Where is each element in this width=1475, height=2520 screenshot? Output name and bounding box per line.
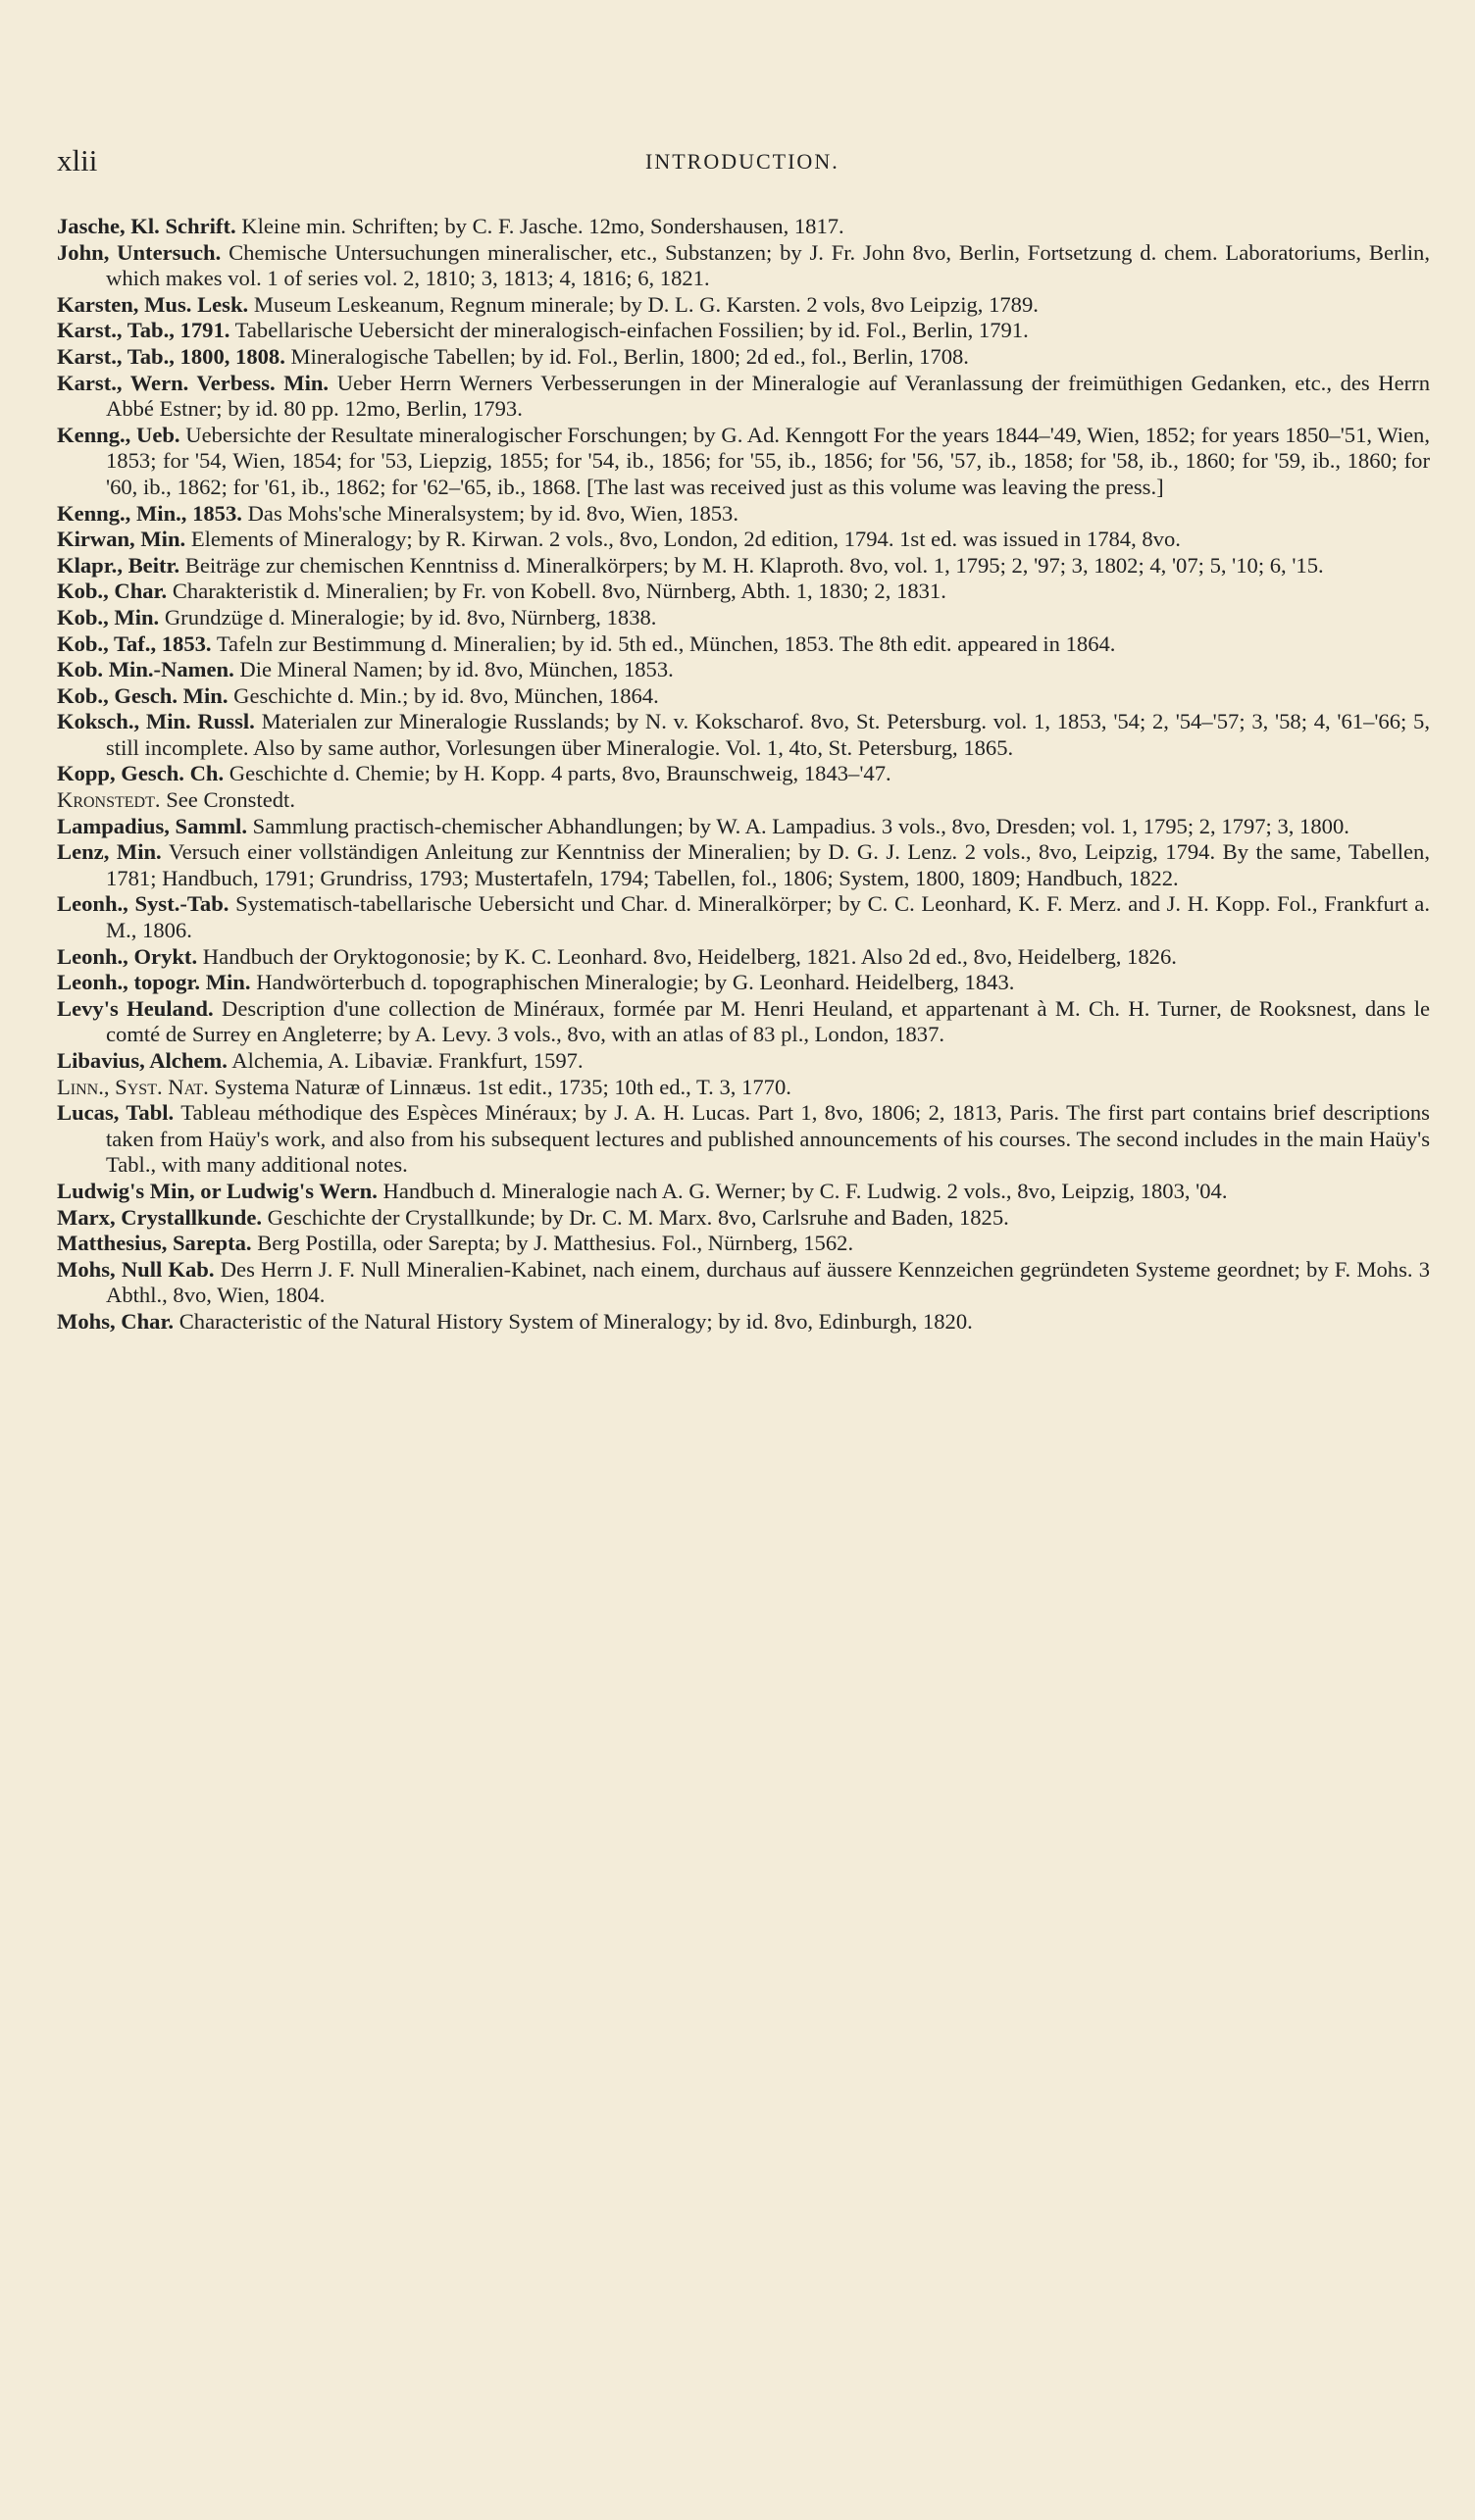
entry-abbreviation: Leonh., Orykt. xyxy=(57,943,198,969)
entry-description: Versuch einer vollständigen Anleitung zur Kenntniss der Mineralien; by D. G. J. Lenz. 2 vols., 8vo, Leipzig, 1794. By the same, Tabellen, 1781; Handbuch, 1791; Grundriss, 1793; Mustertafeln, 1794; Tabellen, fol., 1806; System, 1800, 1809; Handbuch, 1822. xyxy=(106,839,1430,890)
entry-description: Tableau méthodique des Espèces Minéraux; by J. A. H. Lucas. Part 1, 8vo, 1806; 2, 1813, Paris. The first part contains brief descriptions taken from Haüy's work, and also from his subsequent lectures and published announcements of his courses. The second includes in the main Haüy's Tabl., with many additional notes. xyxy=(106,1100,1430,1178)
bibliography-entry xyxy=(57,683,1430,710)
entry-description: Ueber Herrn Werners Verbesserungen in der Mineralogie auf Veranlassung der freimüthigen Gedanken, etc., des Herrn Abbé Estner; by id. 80 pp. 12mo, Berlin, 1793. xyxy=(106,370,1430,422)
running-head: INTRODUCTION. xyxy=(645,149,839,174)
entry-abbreviation: Kob., Min. xyxy=(57,604,160,630)
bibliography-entry xyxy=(57,1231,1430,1257)
entry-abbreviation: Kenng., Ueb. xyxy=(57,422,180,447)
entry-abbreviation: Levy's Heuland. xyxy=(57,995,214,1021)
entry-abbreviation: Kob., Taf., 1853. xyxy=(57,630,212,656)
entry-abbreviation: Marx, Crystallkunde. xyxy=(57,1204,262,1230)
entry-abbreviation: Kronstedt. xyxy=(57,787,161,813)
entry-abbreviation: Lenz, Min. xyxy=(57,839,162,865)
entry-abbreviation: Matthesius, Sarepta. xyxy=(57,1231,252,1256)
bibliography-entry xyxy=(57,423,1430,501)
bibliography-entry xyxy=(57,631,1430,658)
bibliography-entry xyxy=(57,657,1430,683)
entry-description: Berg Postilla, oder Sarepta; by J. Matthesius. Fol., Nürnberg, 1562. xyxy=(257,1231,854,1256)
entry-description: Materialen zur Mineralogie Russlands; by N. v. Kokscharof. 8vo, St. Petersburg. vol. 1, 1853, '54; 2, '54–'57; 3, '58; 4, '61–'66; 5, still incomplete. Also by same author, Vorlesungen über Mineralogie. Vol. 1, 4to, St. Petersburg, 1865. xyxy=(106,709,1430,760)
bibliography-entry xyxy=(57,944,1430,971)
entry-description: Chemische Untersuchungen mineralischer, etc., Substanzen; by J. Fr. John 8vo, Berlin, Fortsetzung d. chem. Laboratoriums, Berlin, which makes vol. 1 of series vol. 2, 1810; 3, 1813; 4, 1816; 6, 1821. xyxy=(106,239,1430,291)
entry-abbreviation: Koksch., Min. Russl. xyxy=(57,709,255,734)
bibliography-entry xyxy=(57,761,1430,787)
bibliography-entry xyxy=(57,1100,1430,1179)
entry-abbreviation: Klapr., Beitr. xyxy=(57,552,180,578)
entry-description: Mineralogische Tabellen; by id. Fol., Berlin, 1800; 2d ed., fol., Berlin, 1708. xyxy=(290,343,969,369)
entry-description: Des Herrn J. F. Null Mineralien-Kabinet, nach einem, durchaus auf äussere Kennzeichen gegründeten Systeme geordnet; by F. Mohs. 3 Abthl., 8vo, Wien, 1804. xyxy=(106,1256,1430,1308)
entry-description: Charakteristik d. Mineralien; by Fr. von Kobell. 8vo, Nürnberg, Abth. 1, 1830; 2, 1831. xyxy=(172,579,946,604)
entry-abbreviation: Kenng., Min., 1853. xyxy=(57,500,242,526)
bibliography-entry xyxy=(57,579,1430,605)
bibliography-entry xyxy=(57,970,1430,996)
entry-abbreviation: Libavius, Alchem. xyxy=(57,1048,228,1073)
entry-description: Das Mohs'sche Mineralsystem; by id. 8vo, Wien, 1853. xyxy=(247,500,738,526)
entry-description: Systema Naturæ of Linnæus. 1st edit., 1735; 10th ed., T. 3, 1770. xyxy=(214,1074,791,1099)
page-number: xlii xyxy=(57,143,98,177)
entry-description: Geschichte d. Chemie; by H. Kopp. 4 parts, 8vo, Braunschweig, 1843–'47. xyxy=(229,761,891,786)
entry-abbreviation: Kob., Char. xyxy=(57,579,168,604)
bibliography-entry xyxy=(57,839,1430,891)
entry-description: Uebersichte der Resultate mineralogischer Forschungen; by G. Ad. Kenngott For the years 1844–'49, Wien, 1852; for years 1850–'51, Wien, 1853; for '54, Wien, 1854; for '53, Liepzig, 1855; for '54, ib., 1856; for '55, ib., 1856; for '56, '57, ib., 1858; for '58, ib., 1860; for '59, ib., 1860; for '60, ib., 1862; for '61, ib., 1862; for '62–'65, ib., 1868. [The last was received just as this volume was leaving the press.] xyxy=(106,422,1430,499)
bibliography-entry xyxy=(57,214,1430,240)
entry-description: Tafeln zur Bestimmung d. Mineralien; by id. 5th ed., München, 1853. The 8th edit. appeared in 1864. xyxy=(216,630,1116,656)
entry-abbreviation: Leonh., Syst.-Tab. xyxy=(57,891,229,917)
bibliography-entry xyxy=(57,527,1430,553)
entry-abbreviation: Karst., Wern. Verbess. Min. xyxy=(57,370,330,395)
bibliography-entry xyxy=(57,1309,1430,1336)
entry-abbreviation: Jasche, Kl. Schrift. xyxy=(57,214,236,238)
entry-description: Systematisch-tabellarische Uebersicht und Char. d. Mineralkörper; by C. C. Leonhard, K. F. Merz. and J. H. Kopp. Fol., Frankfurt a. M., 1806. xyxy=(106,891,1430,943)
bibliography-entry xyxy=(57,501,1430,528)
bibliography-entry xyxy=(57,996,1430,1048)
entry-abbreviation: Kob. Min.-Namen. xyxy=(57,657,234,682)
entry-abbreviation: Ludwig's Min, or Ludwig's Wern. xyxy=(57,1178,378,1203)
entry-abbreviation: Karst., Tab., 1791. xyxy=(57,318,230,343)
entry-abbreviation: Leonh., topogr. Min. xyxy=(57,970,251,995)
entry-abbreviation: Kirwan, Min. xyxy=(57,527,186,552)
entry-description: Kleine min. Schriften; by C. F. Jasche. 12mo, Sondershausen, 1817. xyxy=(241,214,844,238)
entry-description: Museum Leskeanum, Regnum minerale; by D. L. G. Karsten. 2 vols, 8vo Leipzig, 1789. xyxy=(253,291,1039,317)
entry-abbreviation: Kob., Gesch. Min. xyxy=(57,682,229,708)
bibliography-entry xyxy=(57,605,1430,631)
entry-description: Sammlung practisch-chemischer Abhandlungen; by W. A. Lampadius. 3 vols., 8vo, Dresden; vol. 1, 1795; 2, 1797; 3, 1800. xyxy=(252,813,1349,838)
bibliography-entry xyxy=(57,1048,1430,1075)
bibliography-entry xyxy=(57,240,1430,292)
bibliography-entry xyxy=(57,814,1430,840)
entry-description: Tabellarische Uebersicht der mineralogisch-einfachen Fossilien; by id. Fol., Berlin, 1791. xyxy=(234,318,1029,343)
entry-description: Beiträge zur chemischen Kenntniss d. Mineralkörpers; by M. H. Klaproth. 8vo, vol. 1, 1795; 2, '97; 3, 1802; 4, '07; 5, '10; 6, '15. xyxy=(184,552,1324,578)
bibliography-entry xyxy=(57,344,1430,371)
entry-description: Handwörterbuch d. topographischen Mineralogie; by G. Leonhard. Heidelberg, 1843. xyxy=(256,970,1015,995)
entry-description: Geschichte d. Min.; by id. 8vo, München, 1864. xyxy=(233,682,659,708)
entry-abbreviation: Mohs, Char. xyxy=(57,1308,175,1334)
bibliography-entry xyxy=(57,1257,1430,1309)
bibliography-entry xyxy=(57,1179,1430,1205)
entry-abbreviation: Linn., Syst. Nat. xyxy=(57,1074,209,1099)
entry-description: Geschichte der Crystallkunde; by Dr. C. M. Marx. 8vo, Carlsruhe and Baden, 1825. xyxy=(267,1204,1009,1230)
entry-description: See Cronstedt. xyxy=(166,787,295,813)
entry-abbreviation: Mohs, Null Kab. xyxy=(57,1256,215,1282)
bibliography-entry xyxy=(57,292,1430,319)
bibliography-entry xyxy=(57,1075,1430,1101)
entry-description: Grundzüge d. Mineralogie; by id. 8vo, Nürnberg, 1838. xyxy=(164,604,657,630)
entry-description: Description d'une collection de Minéraux, formée par M. Henri Heuland, et appartenant à M. Ch. H. Turner, de Rooksnest, dans le comté de Surrey en Angleterre; by A. Levy. 3 vols., 8vo, with an atlas of 83 pl., London, 1837. xyxy=(106,995,1431,1047)
entry-description: Handbuch der Oryktogonosie; by K. C. Leonhard. 8vo, Heidelberg, 1821. Also 2d ed., 8vo, Heidelberg, 1826. xyxy=(202,943,1177,969)
page-header xyxy=(57,143,1418,182)
entry-abbreviation: Karst., Tab., 1800, 1808. xyxy=(57,343,285,369)
bibliography-entry xyxy=(57,371,1430,423)
entry-description: Elements of Mineralogy; by R. Kirwan. 2 vols., 8vo, London, 2d edition, 1794. 1st ed. was issued in 1784, 8vo. xyxy=(190,527,1181,552)
bibliography-entry xyxy=(57,318,1430,344)
entry-description: Alchemia, A. Libaviæ. Frankfurt, 1597. xyxy=(231,1048,584,1073)
entry-abbreviation: Lucas, Tabl. xyxy=(57,1100,175,1126)
entry-abbreviation: Kopp, Gesch. Ch. xyxy=(57,761,225,786)
entry-abbreviation: Lampadius, Samml. xyxy=(57,813,247,838)
bibliography-entry xyxy=(57,709,1430,761)
bibliography-entry xyxy=(57,553,1430,580)
bibliography-entry xyxy=(57,1205,1430,1232)
entry-description: Characteristic of the Natural History System of Mineralogy; by id. 8vo, Edinburgh, 1820. xyxy=(178,1308,973,1334)
bibliography-entry xyxy=(57,787,1430,814)
entry-description: Handbuch d. Mineralogie nach A. G. Werner; by C. F. Ludwig. 2 vols., 8vo, Leipzig, 1803, '04. xyxy=(382,1178,1228,1203)
entry-abbreviation: Karsten, Mus. Lesk. xyxy=(57,291,249,317)
bibliography-entry xyxy=(57,891,1430,943)
entry-abbreviation: John, Untersuch. xyxy=(57,239,222,265)
entry-description: Die Mineral Namen; by id. 8vo, München, 1853. xyxy=(239,657,674,682)
bibliography-list xyxy=(57,214,1430,1336)
